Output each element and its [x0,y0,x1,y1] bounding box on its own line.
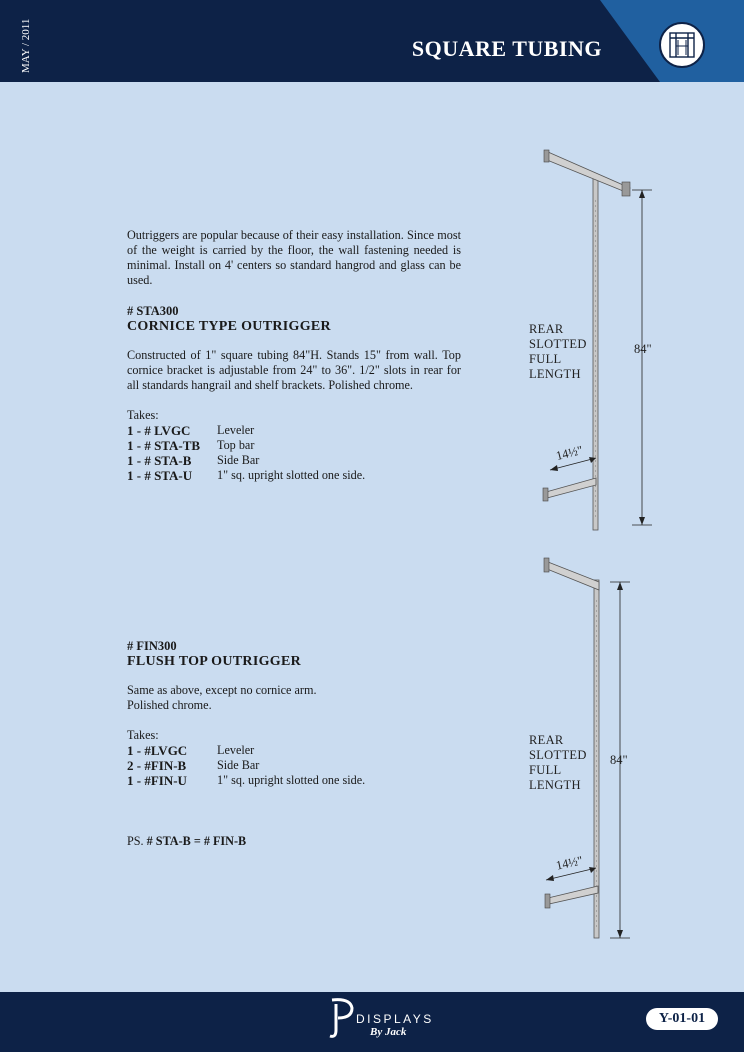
depth-dimension: 14½" [554,853,585,873]
part-desc: Leveler [217,743,255,757]
ps-prefix: PS. [127,834,144,848]
part-qty: 1 - # LVGC [127,423,191,438]
label-line: REAR [529,733,564,747]
square-tubing-icon [659,22,705,68]
part-desc: Top bar [217,438,255,452]
bottom-side-bar [548,886,598,904]
part-qty: 2 - #FIN-B [127,758,187,773]
parts-row [127,453,365,468]
parts-row [127,773,365,788]
product-description-line: Polished chrome. [127,698,212,712]
product-sta300-section [127,304,461,483]
intro-paragraph: Outriggers are popular because of their easy installation. Since most of the weight is carried by the floor, the wall fastening needed is minimal. Install on 4' centers so standard hangrod and glass can be used. [127,228,461,287]
header-accent-slant [600,0,660,82]
parts-row [127,758,365,773]
parts-list [127,423,365,483]
takes-label: Takes: [127,408,159,422]
label-line: LENGTH [529,778,581,792]
part-desc: Side Bar [217,453,260,467]
part-qty: 1 - # STA-U [127,468,193,483]
brand-subtitle: By Jack [370,1026,407,1038]
product-description-line: Same as above, except no cornice arm. [127,683,317,697]
product-name: FLUSH TOP OUTRIGGER [127,654,302,669]
depth-dimension: 14½" [554,442,585,464]
label-line: SLOTTED [529,748,587,762]
height-dimension: 84" [610,753,628,767]
product-fin300-section [127,639,365,788]
parts-row [127,743,365,758]
part-desc: Leveler [217,423,255,437]
figure-label [529,733,587,793]
displays-logo-icon [328,996,356,1040]
product-name: CORNICE TYPE OUTRIGGER [127,319,331,334]
part-desc: 1" sq. upright slotted one side. [217,773,366,787]
figure-label [529,322,587,382]
height-dimension: 84" [634,342,652,356]
part-qty: 1 - # STA-TB [127,438,201,453]
top-wall-plate [544,558,549,572]
part-qty: 1 - #LVGC [127,743,188,758]
product-description: Constructed of 1" square tubing 84"H. Stands 15" from wall. Top cornice bracket is adjustable from 24" to 36". 1/2" slots in rear for all standards hangrail and shelf brackets. Polished chrome. [127,348,461,392]
issue-date: MAY / 2011 [20,18,32,74]
ps-note [127,834,246,849]
label-line: REAR [529,322,564,336]
label-line: SLOTTED [529,337,587,351]
top-side-bar [547,562,599,590]
part-desc: 1" sq. upright slotted one side. [217,468,366,482]
side-bar-wall-plate [543,488,548,501]
label-line: FULL [529,352,562,366]
product-code: # STA300 [127,304,179,318]
ps-equation: # STA-B = # FIN-B [146,834,247,848]
page-number-badge: Y-01-01 [646,1008,718,1030]
parts-row [127,468,365,483]
upright-tube [594,580,599,938]
cornice-arm [547,152,630,193]
label-line: FULL [529,763,562,777]
side-bar [546,478,596,498]
part-qty: 1 - #FIN-U [127,773,187,788]
part-qty: 1 - # STA-B [127,453,192,468]
parts-list [127,743,365,788]
parts-row [127,423,365,438]
label-line: LENGTH [529,367,581,381]
bottom-wall-plate [545,894,550,908]
parts-row [127,438,365,453]
takes-label: Takes: [127,728,159,742]
cornice-wall-plate [544,150,549,162]
product-code: # FIN300 [127,639,177,653]
brand-name: DISPLAYS [356,1012,434,1026]
part-desc: Side Bar [217,758,260,772]
page-title: SQUARE TUBING [411,36,602,61]
